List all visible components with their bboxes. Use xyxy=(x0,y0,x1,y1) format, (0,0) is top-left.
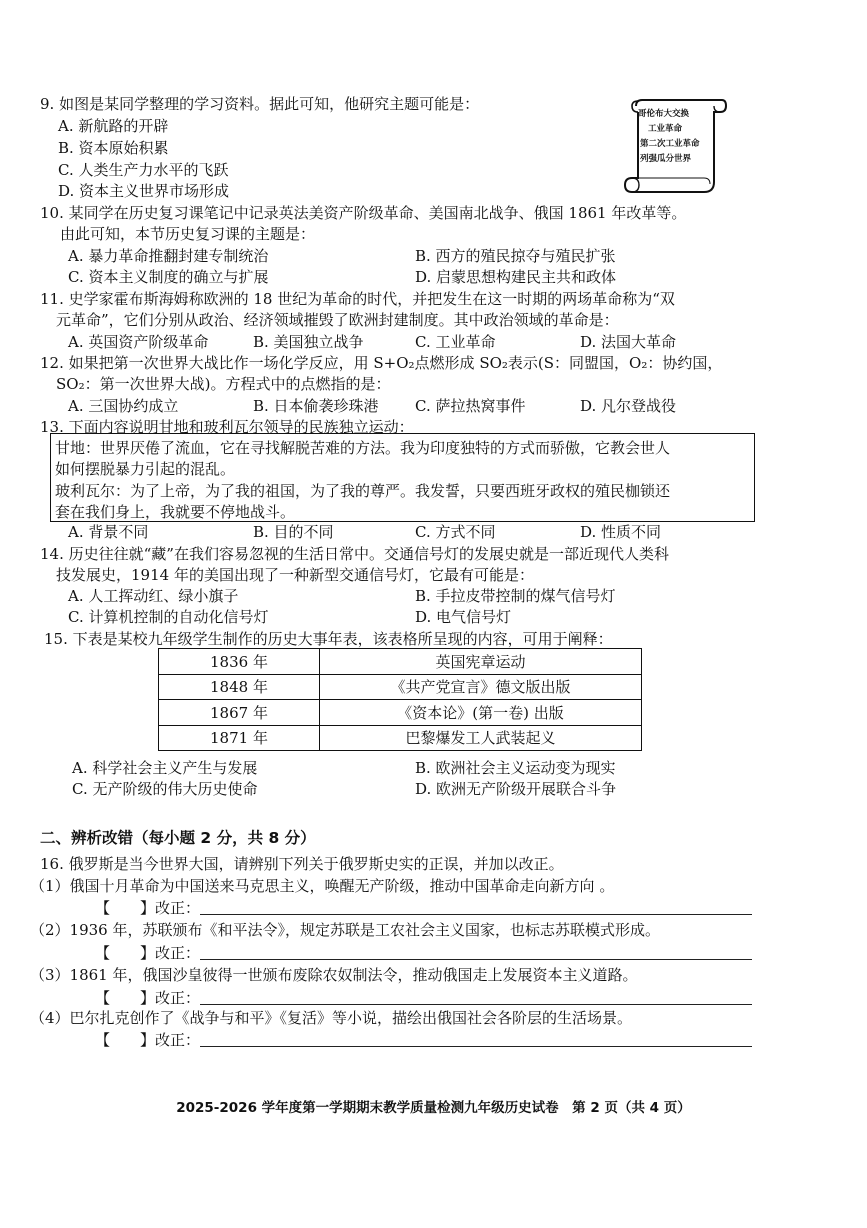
q13-option-b: B. 目的不同 xyxy=(253,523,334,541)
q11-option-c: C. 工业革命 xyxy=(415,333,496,351)
section-2-title: 二、辨析改错（每小题 2 分，共 8 分） xyxy=(40,829,316,847)
table-cell-year: 1848 年 xyxy=(159,674,320,700)
correction-blank-2[interactable] xyxy=(200,959,752,960)
q12-option-d: D. 凡尔登战役 xyxy=(580,397,677,415)
q15-option-b: B. 欧洲社会主义运动变为现实 xyxy=(415,759,616,777)
scroll-line-1: 哥伦布大交换 xyxy=(638,109,690,119)
q12-stem-1: 12. 如果把第一次世界大战比作一场化学反应，用 S+O₂点燃形成 SO₂表示(S：同盟国，O₂：协约国， xyxy=(40,354,723,372)
q15-option-d: D. 欧洲无产阶级开展联合斗争 xyxy=(415,780,617,798)
q16-item-3: （3）1861 年，俄国沙皇彼得一世颁布废除农奴制法令，推动俄国走上发展资本主义道路。 xyxy=(30,966,638,984)
correction-blank-1[interactable] xyxy=(200,914,752,915)
table-row xyxy=(159,700,642,726)
q16-correction-label-3: 【 】改正： xyxy=(95,989,201,1007)
q12-option-a: A. 三国协约成立 xyxy=(68,397,179,415)
q13-option-d: D. 性质不同 xyxy=(580,523,662,541)
q11-stem-2: 元革命”，它们分别从政治、经济领域摧毁了欧洲封建制度。其中政治领域的革命是： xyxy=(56,311,619,329)
q15-stem: 15. 下表是某校九年级学生制作的历史大事年表，该表格所呈现的内容，可用于阐释： xyxy=(44,630,613,648)
table-cell-event: 巴黎爆发工人武装起义 xyxy=(320,725,642,751)
q10-option-c: C. 资本主义制度的确立与扩展 xyxy=(68,268,269,286)
q16-item-1: （1）俄国十月革命为中国送来马克思主义，唤醒无产阶级，推动中国革命走向新方向 。 xyxy=(30,877,615,895)
q12-stem-2: SO₂：第一次世界大战)。方程式中的点燃指的是： xyxy=(56,375,391,393)
q9-option-b: B. 资本原始积累 xyxy=(58,139,169,157)
q12-option-b: B. 日本偷袭珍珠港 xyxy=(253,397,379,415)
scroll-line-4: 列强瓜分世界 xyxy=(640,154,692,164)
q16-item-4: （4）巴尔扎克创作了《战争与和平》《复活》等小说，描绘出俄国社会各阶层的生活场景。 xyxy=(30,1009,633,1027)
q16-correction-label-1: 【 】改正： xyxy=(95,899,201,917)
q9-option-c: C. 人类生产力水平的飞跃 xyxy=(58,161,229,179)
correction-blank-4[interactable] xyxy=(200,1046,752,1047)
q11-option-b: B. 美国独立战争 xyxy=(253,333,364,351)
q14-option-b: B. 手拉皮带控制的煤气信号灯 xyxy=(415,587,616,605)
q14-stem-1: 14. 历史往往就“藏”在我们容易忽视的生活日常中。交通信号灯的发展史就是一部近现代人类科 xyxy=(40,545,669,563)
q13-option-c: C. 方式不同 xyxy=(415,523,496,541)
q13-quote-4: 套在我们身上，我就要不停地战斗。 xyxy=(55,503,296,521)
q16-correction-label-4: 【 】改正： xyxy=(95,1031,201,1049)
q11-stem-1: 11. 史学家霍布斯海姆称欧洲的 18 世纪为革命的时代，并把发生在这一时期的两场革命称为“双 xyxy=(40,290,675,308)
q13-option-a: A. 背景不同 xyxy=(68,523,149,541)
q11-option-a: A. 英国资产阶级革命 xyxy=(68,333,209,351)
q15-timeline-table xyxy=(158,648,642,751)
table-cell-event: 《共产党宣言》德文版出版 xyxy=(320,674,642,700)
q14-stem-2: 技发展史，1914 年的美国出现了一种新型交通信号灯，它最有可能是： xyxy=(56,566,534,584)
table-cell-year: 1867 年 xyxy=(159,700,320,726)
scroll-line-3: 第二次工业革命 xyxy=(640,139,700,149)
q10-stem-2: 由此可知，本节历史复习课的主题是： xyxy=(60,225,316,243)
q15-option-c: C. 无产阶级的伟大历史使命 xyxy=(72,780,258,798)
scroll-illustration xyxy=(622,96,728,200)
q16-item-2: （2）1936 年，苏联颁布《和平法令》，规定苏联是工农社会主义国家，也标志苏联模式形成。 xyxy=(30,921,660,939)
scroll-line-2: 工业革命 xyxy=(648,124,683,134)
table-row xyxy=(159,725,642,751)
q14-option-d: D. 电气信号灯 xyxy=(415,608,512,626)
page-footer: 2025-2026 学年度第一学期期末教学质量检测九年级历史试卷 第 2 页（共 4 页） xyxy=(176,1100,691,1116)
q16-correction-label-2: 【 】改正： xyxy=(95,944,201,962)
q15-option-a: A. 科学社会主义产生与发展 xyxy=(72,759,258,777)
q10-option-b: B. 西方的殖民掠夺与殖民扩张 xyxy=(415,247,616,265)
q13-quote-2: 如何摆脱暴力引起的混乱。 xyxy=(55,460,236,478)
table-cell-year: 1836 年 xyxy=(159,649,320,675)
q14-option-c: C. 计算机控制的自动化信号灯 xyxy=(68,608,269,626)
table-row xyxy=(159,649,642,675)
table-cell-event: 《资本论》(第一卷) 出版 xyxy=(320,700,642,726)
q13-quote-1: 甘地：世界厌倦了流血，它在寻找解脱苦难的方法。我为印度独特的方式而骄傲，它教会世人 xyxy=(55,439,671,457)
q9-stem: 9. 如图是某同学整理的学习资料。据此可知，他研究主题可能是： xyxy=(40,95,480,113)
q13-stem: 13. 下面内容说明甘地和玻利瓦尔领导的民族独立运动： xyxy=(40,418,414,436)
q13-quote-3: 玻利瓦尔：为了上帝，为了我的祖国，为了我的尊严。我发誓，只要西班牙政权的殖民枷锁还 xyxy=(55,482,671,500)
q10-option-d: D. 启蒙思想构建民主共和政体 xyxy=(415,268,617,286)
q16-stem: 16. 俄罗斯是当今世界大国，请辨别下列关于俄罗斯史实的正误，并加以改正。 xyxy=(40,855,564,873)
q9-option-a: A. 新航路的开辟 xyxy=(58,117,169,135)
table-cell-event: 英国宪章运动 xyxy=(320,649,642,675)
q12-option-c: C. 萨拉热窝事件 xyxy=(415,397,526,415)
correction-blank-3[interactable] xyxy=(200,1004,752,1005)
table-row xyxy=(159,674,642,700)
q14-option-a: A. 人工挥动红、绿小旗子 xyxy=(68,587,239,605)
q9-option-d: D. 资本主义世界市场形成 xyxy=(58,182,230,200)
table-cell-year: 1871 年 xyxy=(159,725,320,751)
q10-stem-1: 10. 某同学在历史复习课笔记中记录英法美资产阶级革命、美国南北战争、俄国 1861 年改革等。 xyxy=(40,204,687,222)
q11-option-d: D. 法国大革命 xyxy=(580,333,677,351)
q10-option-a: A. 暴力革命推翻封建专制统治 xyxy=(68,247,269,265)
